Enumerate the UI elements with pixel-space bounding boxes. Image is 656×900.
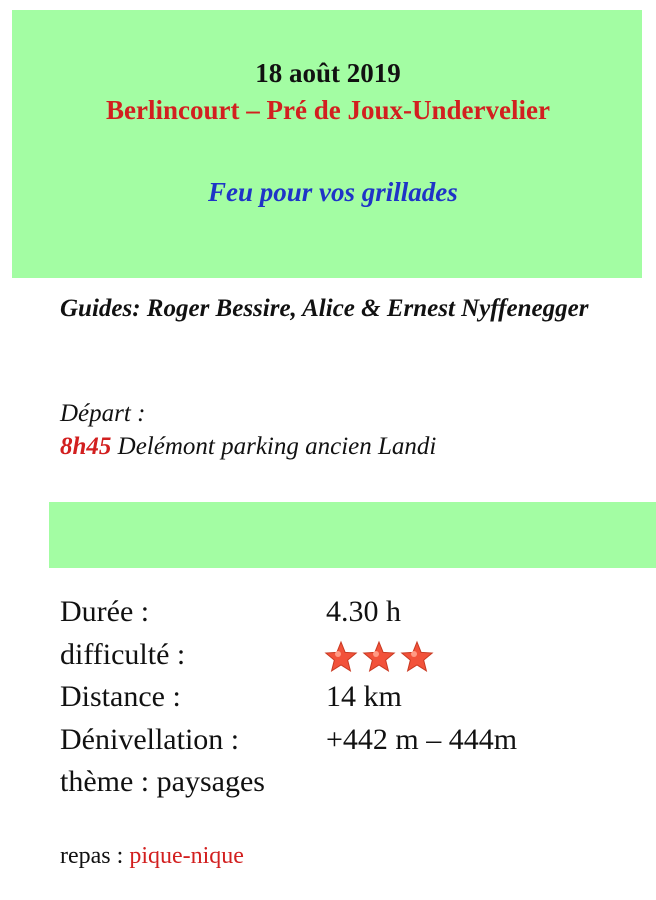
guides-text: Guides: Roger Bessire, Alice & Ernest Nyffenegger bbox=[60, 295, 589, 322]
star-icon bbox=[323, 640, 359, 674]
theme-text: thème : paysages bbox=[60, 765, 265, 798]
difficulty-label: difficulté : bbox=[60, 638, 186, 671]
event-route: Berlincourt – Pré de Joux-Undervelier bbox=[106, 95, 550, 125]
duration-value: 4.30 h bbox=[326, 595, 401, 628]
event-feature: Feu pour vos grillades bbox=[208, 177, 458, 207]
distance-label: Distance : bbox=[60, 680, 181, 713]
meal-value: pique-nique bbox=[129, 843, 244, 869]
departure-place: Delémont parking ancien Landi bbox=[117, 433, 437, 460]
duration-label: Durée : bbox=[60, 595, 150, 628]
departure-label: Départ : bbox=[60, 400, 146, 427]
meal-label: repas : bbox=[60, 843, 124, 869]
meal-line bbox=[60, 843, 244, 870]
departure-time: 8h45 bbox=[60, 433, 112, 460]
star-icon bbox=[399, 640, 435, 674]
star-icon bbox=[361, 640, 397, 674]
event-date: 18 août 2019 bbox=[255, 58, 401, 88]
departure-line bbox=[60, 433, 436, 461]
green-band bbox=[49, 502, 656, 568]
difficulty-stars bbox=[323, 640, 435, 674]
distance-value: 14 km bbox=[326, 680, 402, 713]
elevation-value: +442 m – 444m bbox=[326, 723, 518, 756]
elevation-label: Dénivellation : bbox=[60, 723, 240, 756]
header-box bbox=[12, 10, 642, 278]
